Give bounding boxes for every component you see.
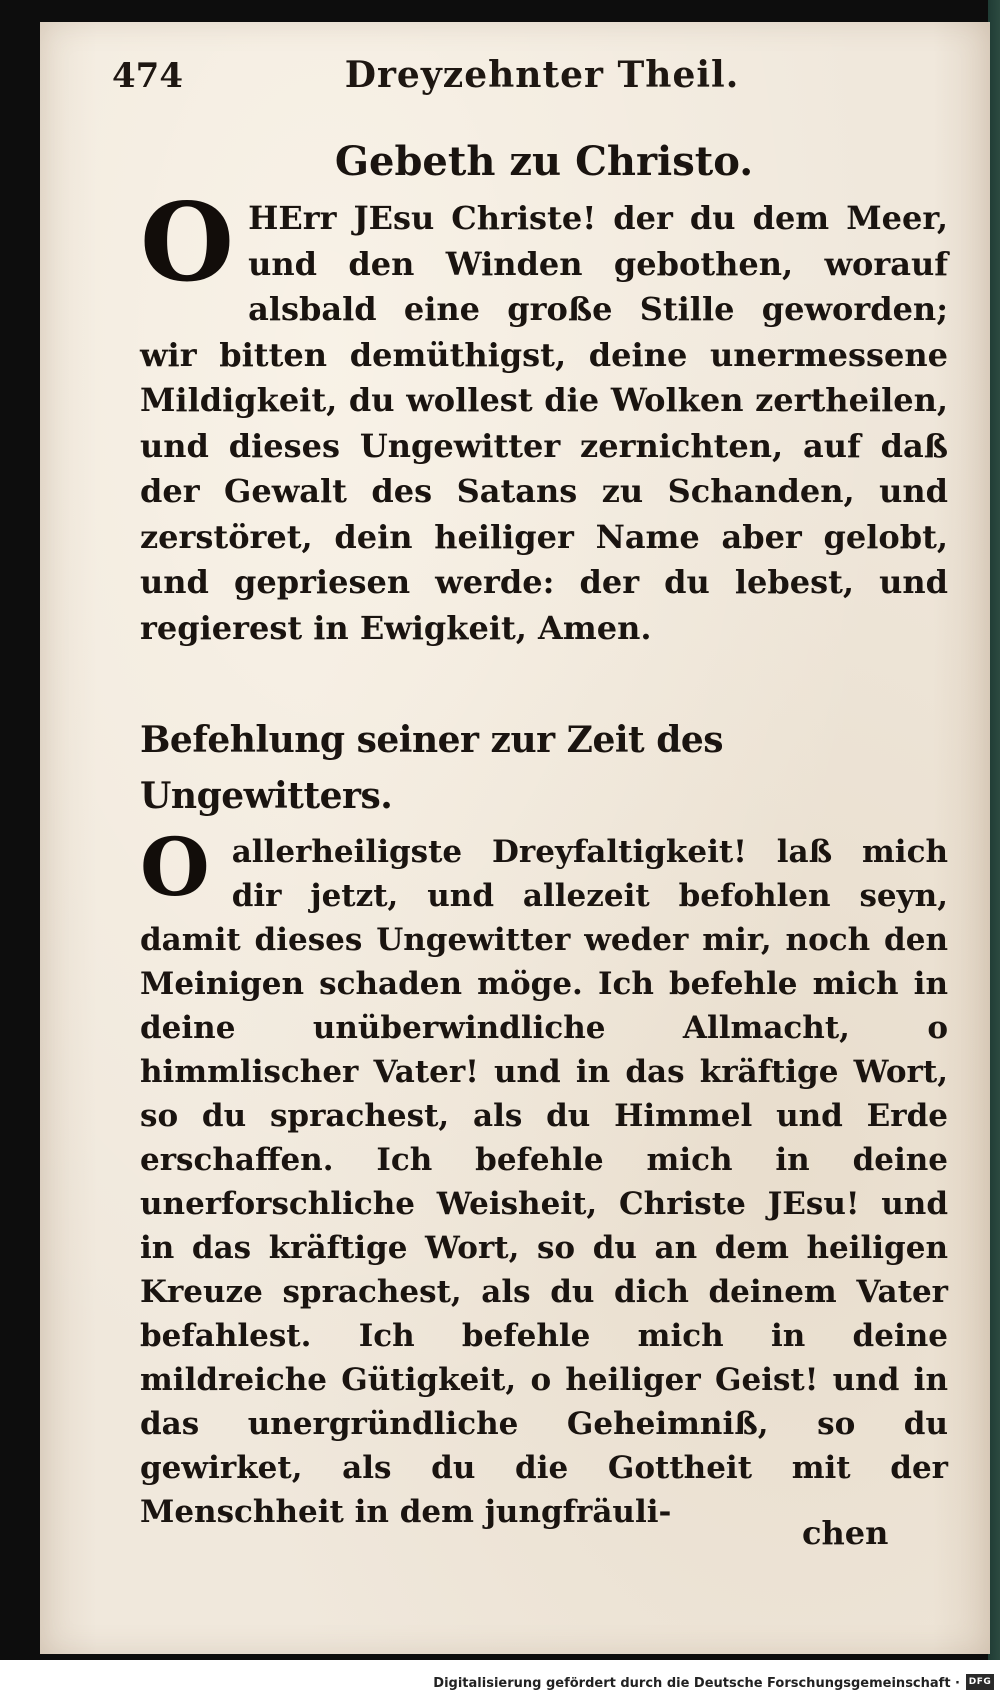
section-body: [140, 180, 948, 651]
dfg-logo: DFG: [966, 1674, 994, 1690]
section-heading: Gebeth zu Christo.: [334, 138, 754, 185]
section-body-text: HErr JEsu Christe! der du dem Meer, und den Winden gebothen, worauf alsbald eine große Stille geworden; wir bitten demüthigst, deine unermessene Mildigkeit, du wollest die Wolken zertheilen, und dieses Ungewitter zernichten, auf daß der Gewalt des Satans zu Schanden, und zerstöret, dein heiliger Name aber gelobt, und gepriesen werde: der du lebest, und regierest in Ewigkeit, Amen.: [140, 199, 948, 647]
funding-credit: Digitalisierung gefördert durch die Deutsche Forschungsgemeinschaft ·: [433, 1676, 960, 1691]
digitization-footer: [0, 1660, 1000, 1694]
book-page: [40, 22, 990, 1654]
section-body-text: allerheiligste Dreyfaltigkeit! laß mich dir jetzt, und allezeit befohlen seyn, damit dieses Ungewitter weder mir, noch den Meinigen schaden möge. Ich befehle mich in deine unüberwindliche Allmacht, o himmlischer Vater! und in das kräftige Wort, so du sprachest, als du Himmel und Erde erschaffen. Ich befehle mich in deine unerforschliche Weisheit, Christe JEsu! und in das kräftige Wort, so du an dem heiligen Kreuze sprachest, als du dich deinem Vater befahlest. Ich befehle mich in deine mildreiche Gütigkeit, o heiliger Geist! und in das unergründliche Geheimniß, so du gewirket, als du die Gottheit mit der Menschheit in dem jungfräuli-: [140, 834, 948, 1530]
catchword: chen: [802, 1514, 889, 1552]
running-head: [112, 50, 912, 100]
running-head-title: Dreyzehnter Theil.: [344, 54, 740, 96]
drop-cap: O: [140, 180, 235, 306]
section-body: [140, 820, 948, 1534]
prayer-section: [140, 134, 948, 651]
drop-cap: O: [140, 820, 210, 914]
page-number: 474: [112, 56, 183, 96]
section-heading: Befehlung seiner zur Zeit des Ungewitters.: [140, 719, 724, 817]
commendation-section: [140, 712, 948, 1534]
